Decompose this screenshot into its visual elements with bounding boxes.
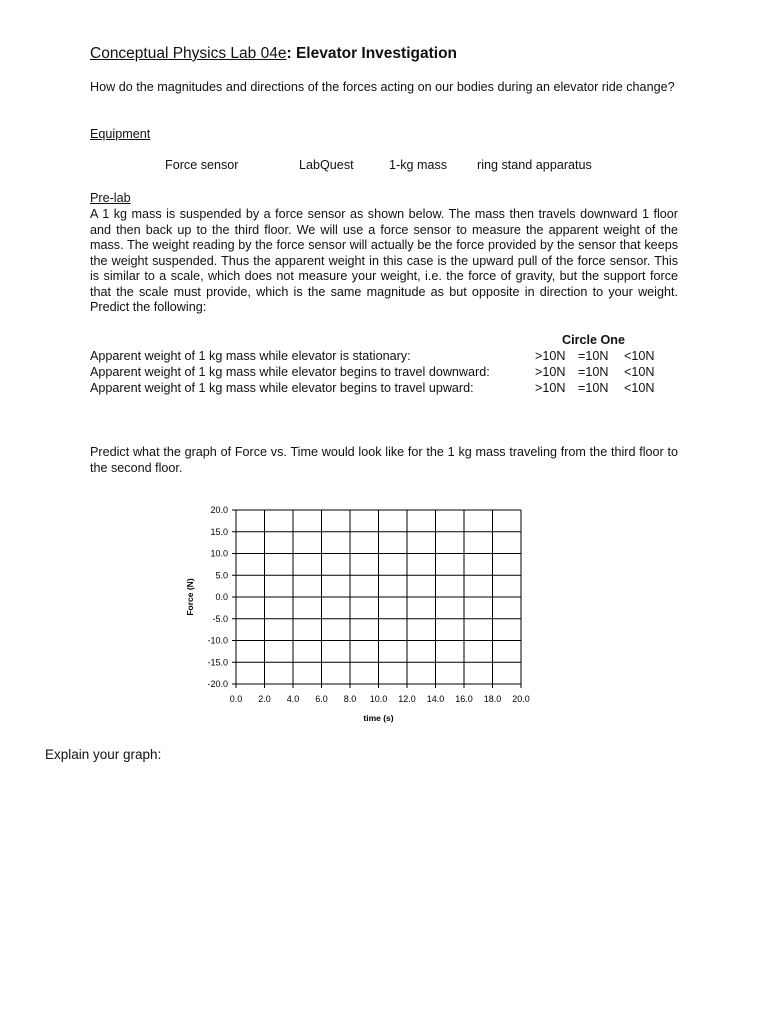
- y-axis-title: Force (N): [185, 578, 195, 616]
- equipment-item-ring-stand: ring stand apparatus: [477, 158, 592, 172]
- option-less[interactable]: <10N: [624, 349, 655, 363]
- title-colon: :: [286, 45, 296, 62]
- x-tick-label: 4.0: [286, 694, 300, 704]
- equipment-item-force-sensor: Force sensor: [165, 158, 239, 172]
- equipment-heading: Equipment: [90, 127, 151, 141]
- x-tick-label: 14.0: [426, 694, 445, 704]
- title-course: Conceptual Physics Lab 04e: [90, 45, 287, 62]
- graph-prompt: Predict what the graph of Force vs. Time would look like for the 1 kg mass traveling from the third floor to the second floor.: [90, 445, 678, 475]
- prelab-heading: Pre-lab: [90, 191, 131, 205]
- prediction-label: Apparent weight of 1 kg mass while elevator begins to travel upward:: [90, 381, 474, 395]
- y-tick-label: 10.0: [210, 548, 228, 559]
- circle-one-header: Circle One: [562, 333, 625, 347]
- title-topic: Elevator Investigation: [295, 45, 458, 62]
- x-tick-label: 8.0: [343, 694, 357, 704]
- x-tick-label: 16.0: [455, 694, 473, 704]
- y-tick-label: 20.0: [210, 505, 228, 515]
- option-equal[interactable]: =10N: [578, 365, 609, 379]
- x-tick-label: 12.0: [398, 694, 416, 704]
- y-tick-label: 0.0: [215, 592, 228, 602]
- y-tick-label: -15.0: [207, 657, 228, 668]
- x-tick-label: 6.0: [315, 694, 328, 704]
- y-tick-label: 15.0: [210, 526, 228, 537]
- equipment-item-mass: 1-kg mass: [389, 158, 448, 172]
- x-tick-label: 20.0: [512, 694, 530, 704]
- x-tick-label: 18.0: [483, 694, 502, 704]
- prediction-label: Apparent weight of 1 kg mass while elevator begins to travel downward:: [90, 365, 490, 379]
- option-greater[interactable]: >10N: [535, 349, 566, 363]
- option-less[interactable]: <10N: [624, 365, 655, 379]
- guiding-question: How do the magnitudes and directions of the forces acting on our bodies during an elevator ride change?: [90, 80, 675, 94]
- y-tick-label: -10.0: [207, 635, 228, 646]
- y-tick-label: -5.0: [212, 613, 228, 624]
- x-tick-label: 2.0: [258, 694, 271, 704]
- x-axis-title: time (s): [363, 713, 394, 723]
- option-equal[interactable]: =10N: [578, 381, 609, 395]
- y-tick-label: 5.0: [215, 570, 228, 581]
- option-greater[interactable]: >10N: [535, 365, 566, 379]
- prelab-paragraph: A 1 kg mass is suspended by a force sensor as shown below. The mass then travels downward 1 floor and then back up to the third floor. We will use a force sensor to measure the apparent weight of the mass. The weight reading by the force sensor will actually be the force provided by the sensor that keeps the weight suspended. Thus the apparent weight in this case is the upward pull of the force sensor. This is similar to a scale, which does not measure your weight, i.e. the force of gravity, but the support force that the scale must provide, which is the same magnitude as but opposite in direction to your weight. Predict the following:: [90, 207, 678, 314]
- option-equal[interactable]: =10N: [578, 349, 609, 363]
- option-greater[interactable]: >10N: [535, 381, 566, 395]
- y-tick-label: -20.0: [207, 679, 228, 689]
- prediction-label: Apparent weight of 1 kg mass while elevator is stationary:: [90, 349, 411, 363]
- equipment-item-labquest: LabQuest: [299, 158, 354, 172]
- option-less[interactable]: <10N: [624, 381, 655, 395]
- explain-prompt: Explain your graph:: [45, 747, 162, 762]
- x-tick-label: 0.0: [229, 694, 243, 704]
- x-tick-label: 10.0: [369, 694, 388, 704]
